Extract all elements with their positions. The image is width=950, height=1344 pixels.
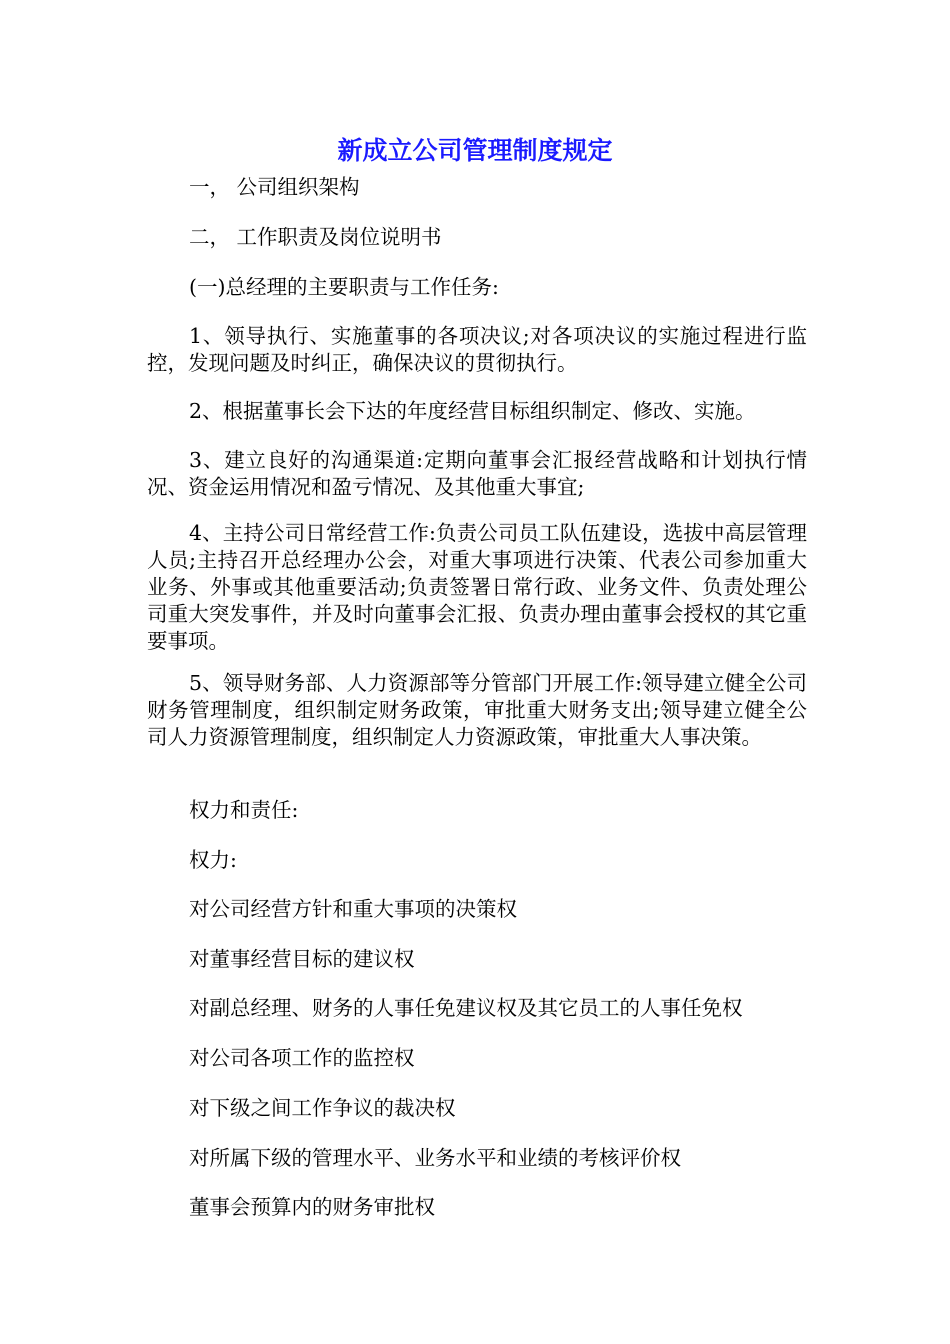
power-item: 对公司经营方针和重大事项的决策权 [189,897,517,921]
power-item: 对下级之间工作争议的裁决权 [189,1096,456,1120]
power-item: 对副总经理、财务的人事任免建议权及其它员工的人事任免权 [189,996,743,1020]
paragraph-item-2: 2、根据董事长会下达的年度经营目标组织制定、修改、实施。 [189,399,756,423]
power-item: 对董事经营目标的建议权 [189,947,415,971]
heading-powers: 权力: [189,848,237,872]
subsection-heading-gm: (一)总经理的主要职责与工作任务: [189,275,499,299]
paragraph-item-1: 1、领导执行、实施董事的各项决议;对各项决议的实施过程进行监控，发现问题及时纠正，确保决议的贯彻执行。 [147,324,807,375]
power-item: 对公司各项工作的监控权 [189,1046,415,1070]
heading-powers-responsibilities: 权力和责任: [189,798,299,822]
power-item: 对所属下级的管理水平、业务水平和业绩的考核评价权 [189,1146,681,1170]
power-item: 董事会预算内的财务审批权 [189,1195,435,1219]
paragraph-item-5: 5、领导财务部、人力资源部等分管部门开展工作:领导建立健全公司财务管理制度，组织制定财务政策，审批重大财务支出;领导建立健全公司人力资源管理制度，组织制定人力资源政策，审批重大人事决策。 [147,671,807,749]
section-heading-duties: 二， 工作职责及岗位说明书 [189,225,442,249]
section-heading-org: 一， 公司组织架构 [189,175,360,199]
document-title: 新成立公司管理制度规定 [337,136,613,165]
paragraph-item-4: 4、主持公司日常经营工作:负责公司员工队伍建设，选拔中高层管理人员;主持召开总经理办公会，对重大事项进行决策、代表公司参加重大业务、外事或其他重要活动;负责签署日常行政、业务文件、负责处理公司重大突发事件，并及时向董事会汇报、负责办理由董事会授权的其它重要事项。 [147,521,807,653]
paragraph-item-3: 3、建立良好的沟通渠道:定期向董事会汇报经营战略和计划执行情况、资金运用情况和盈亏情况、及其他重大事宜; [147,448,807,499]
